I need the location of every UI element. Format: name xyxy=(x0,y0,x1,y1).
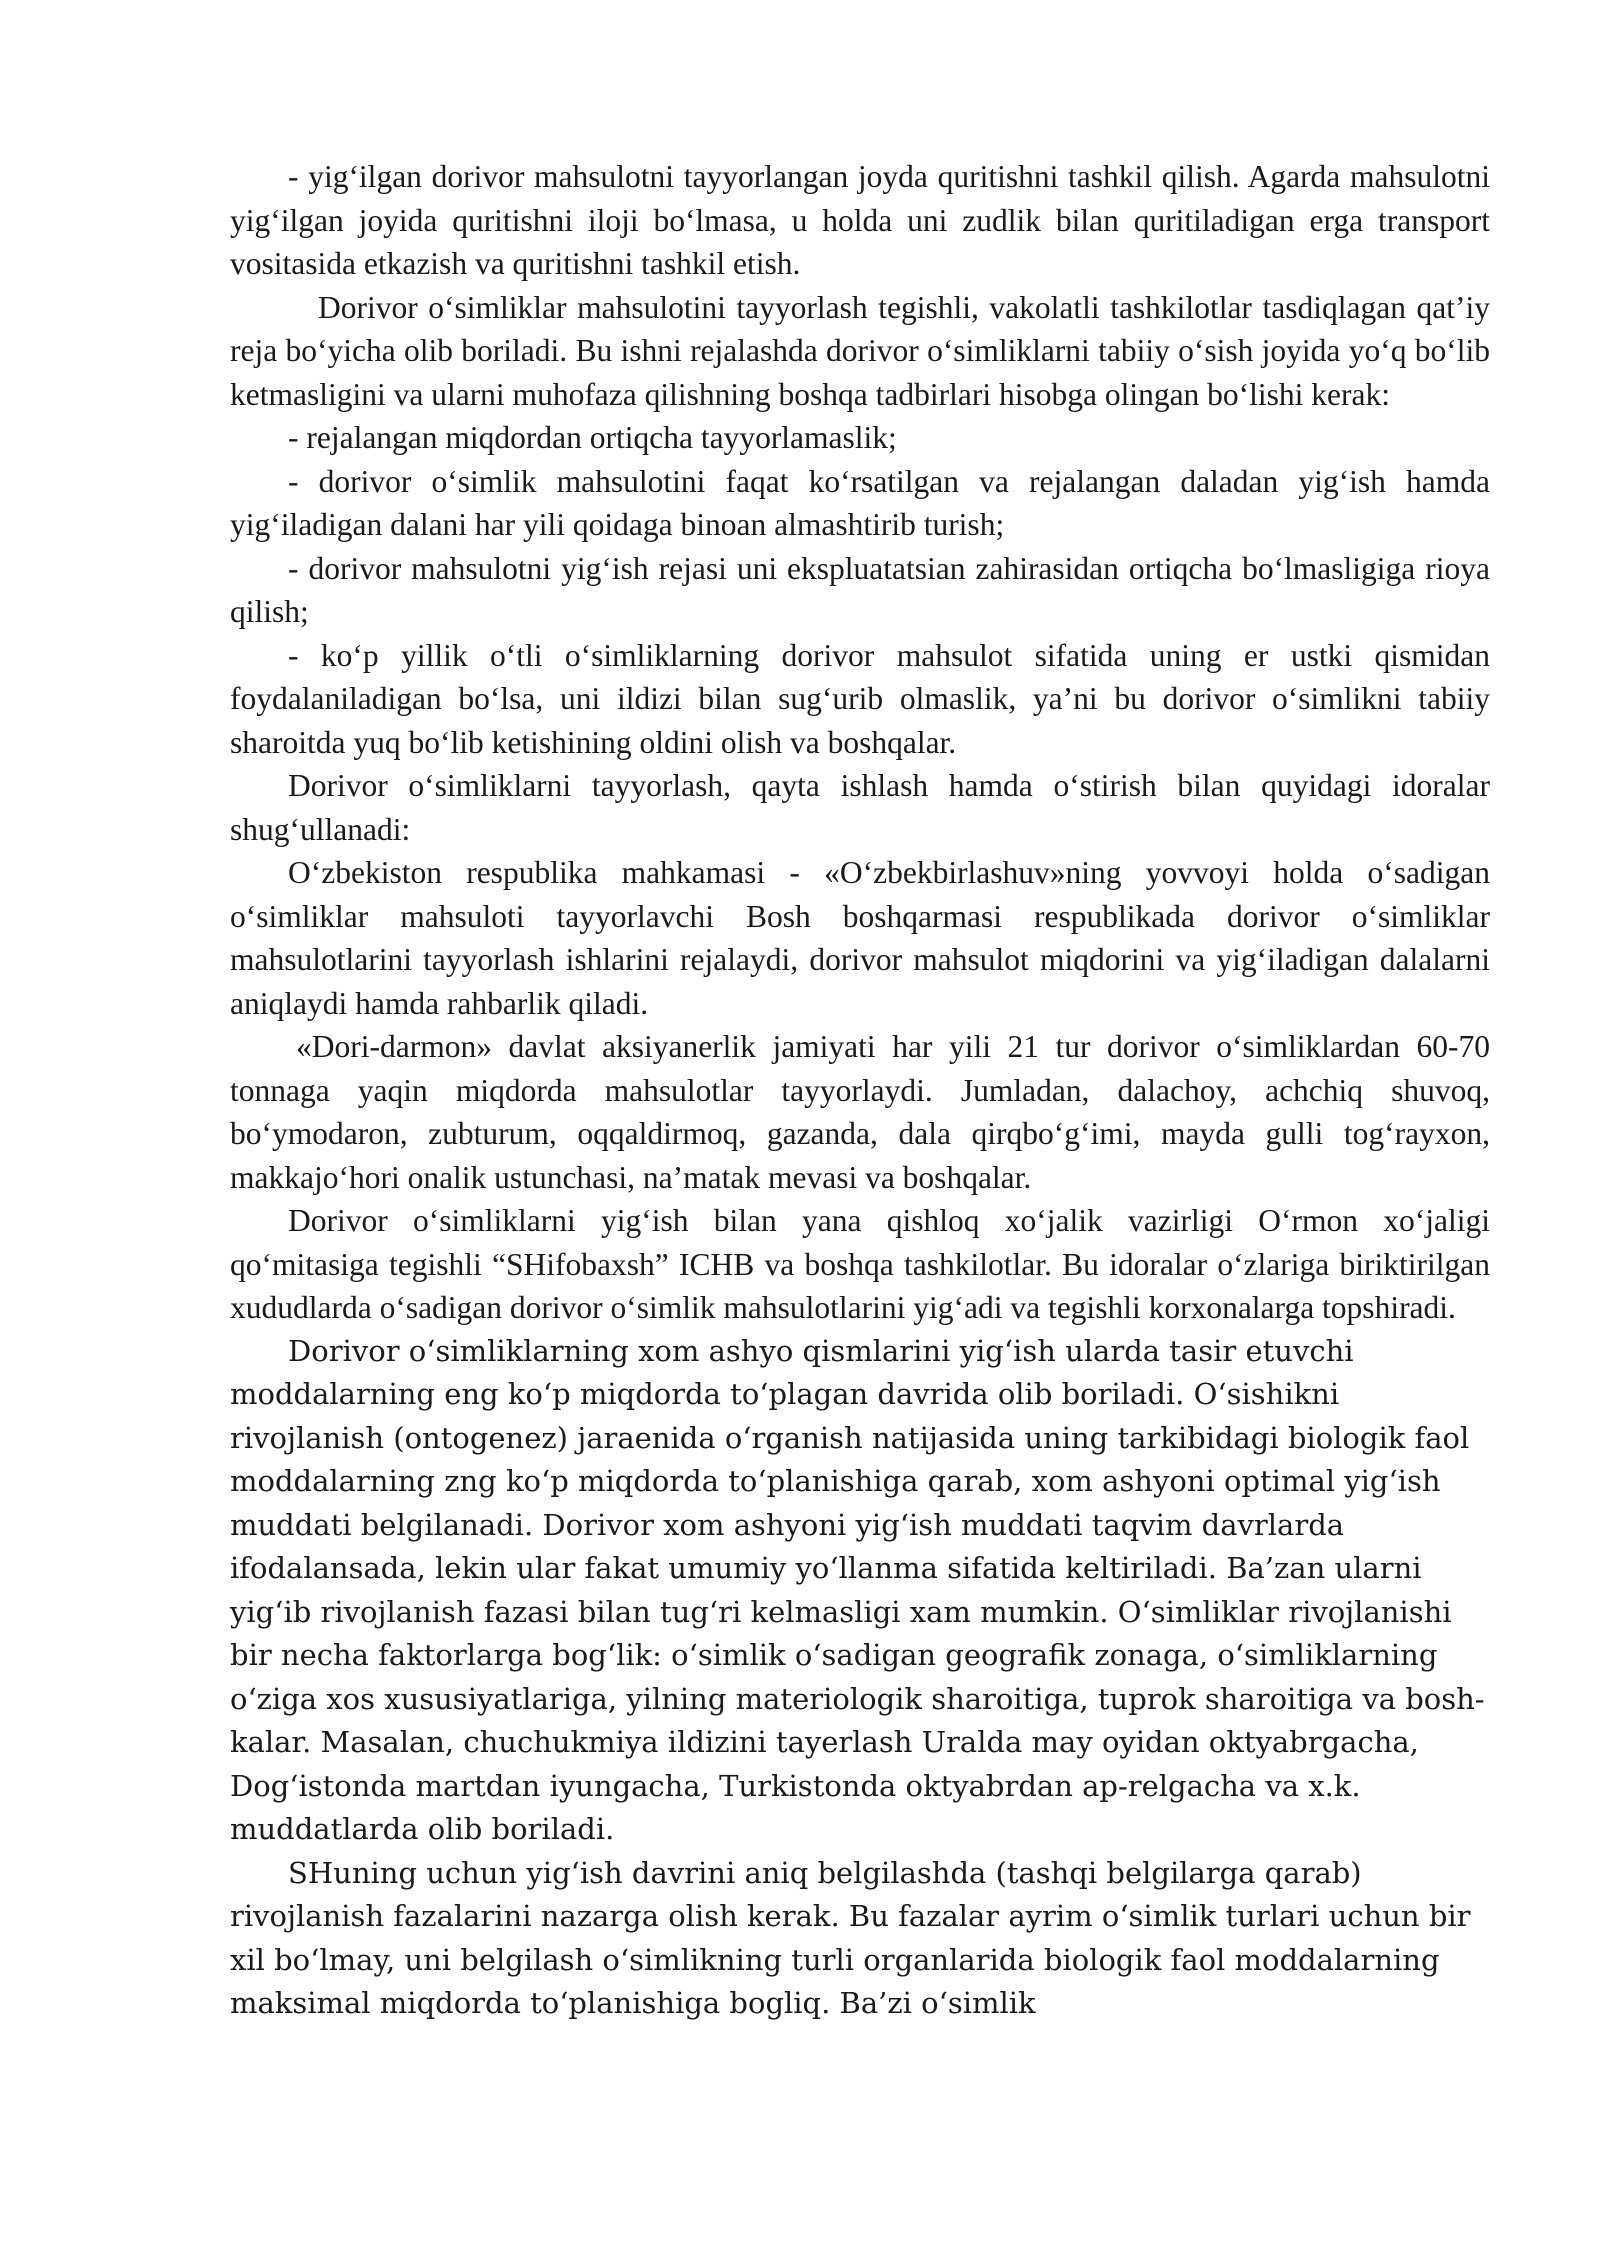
paragraph-organizations-intro: Dorivor o‘simliklarni tayyorlash, qayta ishlash hamda o‘stirish bilan quyidagi idoralar shug‘ullanadi: xyxy=(230,768,1490,847)
paragraph-dori-darmon: «Dori-darmon» davlat aksiyanerlik jamiyati har yili 21 tur dorivor o‘simliklardan 60-70 tonnaga yaqin miqdorda mahsulotlar tayyorlaydi. Jumladan, dalachoy, achchiq shuvoq, bo‘ymodaron, zubturum, oqqaldirmoq, gazanda, dala qirqbo‘g‘imi, mayda gulli tog‘rayxon, makkajo‘hori onalik ustunchasi, na’matak mevasi va boshqalar. xyxy=(230,1029,1490,1195)
list-item-planned-quantity: - rejalangan miqdordan ortiqcha tayyorlamaslik; xyxy=(288,420,897,455)
paragraph-uzbekbirlashuv: O‘zbekiston respublika mahkamasi - «O‘zbekbirlashuv»ning yovvoyi holda o‘sadigan o‘simliklar mahsuloti tayyorlavchi Bosh boshqarmasi respublikada dorivor o‘simliklar mahsulotlarini tayyorlash ishlarini rejalaydi, dorivor mahsulot miqdorini va yig‘iladigan dalalarni aniqlaydi hamda rahbarlik qiladi. xyxy=(230,855,1490,1021)
list-item-exploitation-reserve: - dorivor mahsulotni yig‘ish rejasi uni ekspluatatsian zahirasidan ortiqcha bo‘lmasligiga rioya qilish; xyxy=(230,550,1490,629)
list-item-perennial-plants: - ko‘p yillik o‘tli o‘simliklarning dorivor mahsulot sifatida uning er ustki qismidan foydalaniladigan bo‘lsa, uni ildizi bilan sug‘urib olmaslik, ya’ni bu dorivor o‘simlikni tabiiy sharoitda yuq bo‘lib ketishining oldini olish va boshqalar. xyxy=(230,637,1490,760)
paragraph-planning-intro: Dorivor o‘simliklar mahsulotini tayyorlash tegishli, vakolatli tashkilotlar tasdiqlagan qat’iy reja bo‘yicha olib boriladi. Bu ishni rejalashda dorivor o‘simliklarni tabiiy o‘sish joyida yo‘q bo‘lib ketmasligini va ularni muhofaza qilishning boshqa tadbirlari hisobga olingan bo‘lishi kerak: xyxy=(230,289,1490,412)
paragraph-drying-organization: - yig‘ilgan dorivor mahsulotni tayyorlangan joyda quritishni tashkil qilish. Agarda mahsulotni yig‘ilgan joyida quritishni iloji bo‘lmasa, u holda uni zudlik bilan quritiladigan erga transport vositasida etkazish va quritishni tashkil etish. xyxy=(230,159,1490,281)
document-page xyxy=(230,155,1490,2026)
paragraph-development-phases: SHuning uchun yig‘ish davrini aniq belgilashda (tashqi belgilarga qarab) rivojlanish fazalarini nazarga olish kerak. Bu fazalar ayrim o‘simlik turlari uchun bir xil bo‘lmay, uni belgilash o‘simlikning turli organlarida biologik faol moddalarning maksimal miqdorda to‘planishiga bogliq. Ba’zi o‘simlik xyxy=(230,1855,1471,2020)
list-item-field-rotation: - dorivor o‘simlik mahsulotini faqat ko‘rsatilgan va rejalangan daladan yig‘ish hamda yig‘iladigan dalani har yili qoidaga binoan almashtirib turish; xyxy=(230,463,1490,542)
paragraph-shifobaxsh: Dorivor o‘simliklarni yig‘ish bilan yana qishloq xo‘jalik vazirligi O‘rmon xo‘jaligi qo‘mitasiga tegishli “SHifobaxsh” ICHB va boshqa tashkilotlar. Bu idoralar o‘zlariga biriktirilgan xududlarda o‘sadigan dorivor o‘simlik mahsulotlarini yig‘adi va tegishli korxonalarga topshiradi. xyxy=(230,1203,1490,1325)
paragraph-harvest-timing: Dorivor o‘simliklarning xom ashyo qismlarini yig‘ish ularda tasir etuvchi moddalarning eng ko‘p miqdorda to‘plagan davrida olib boriladi. O‘sishikni rivojlanish (ontogenez) jaraenida o‘rganish natijasida uning tarkibidagi biologik faol moddalarning zng ko‘p miqdorda to‘planishiga qarab, xom ashyoni optimal yig‘ish muddati belgilanadi. Dorivor xom ashyoni yig‘ish muddati taqvim davrlarda ifodalansada, lekin ular fakat umumiy yo‘llanma sifatida keltiriladi. Ba’zan ularni yig‘ib rivojlanish fazasi bilan tug‘ri kelmasligi xam mumkin. O‘simliklar rivojlanishi bir necha faktorlarga bog‘lik: o‘simlik o‘sadigan geografik zonaga, o‘simliklarning o‘ziga xos xususiyatlariga, yilning materiologik sharoitiga, tuprok sharoitiga va bosh-kalar. Masalan, chuchukmiya ildizini tayerlash Uralda may oyidan oktyabrgacha, Dog‘istonda martdan iyungacha, Turkistonda oktyabrdan ap-relgacha va x.k. muddatlarda olib boriladi. xyxy=(230,1333,1485,1846)
